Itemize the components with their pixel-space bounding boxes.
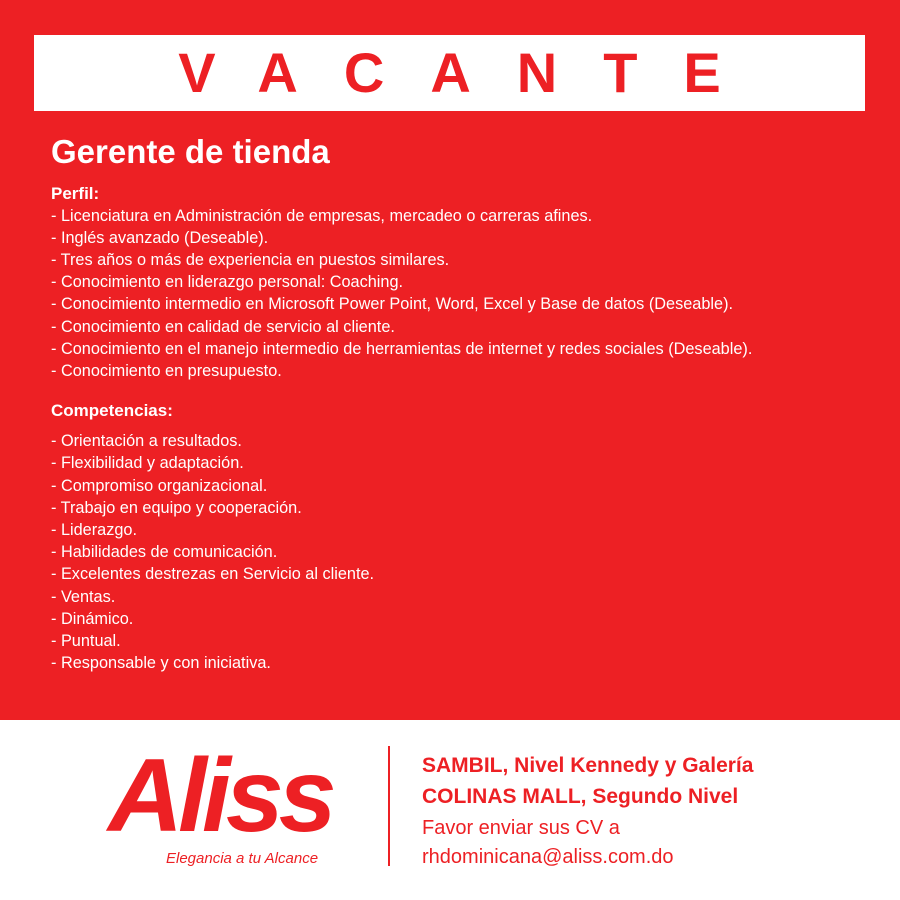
competencia-item: - Liderazgo. (51, 521, 137, 540)
perfil-item: - Conocimiento en calidad de servicio al cliente. (51, 317, 395, 336)
banner-title: VACANTE (178, 41, 767, 104)
competencia-item: - Compromiso organizacional. (51, 476, 268, 495)
perfil-item: - Conocimiento intermedio en Microsoft Power Point, Word, Excel y Base de datos (Deseable). (51, 295, 734, 314)
perfil-item: - Conocimiento en presupuesto. (51, 362, 282, 381)
competencia-item: - Dinámico. (51, 609, 134, 628)
competencias-heading: Competencias: (51, 401, 173, 421)
cv-instruction: Favor enviar sus CV a (422, 817, 620, 839)
perfil-item: - Inglés avanzado (Deseable). (51, 228, 269, 247)
perfil-item: - Conocimiento en liderazgo personal: Coaching. (51, 273, 404, 292)
competencia-item: - Puntual. (51, 632, 121, 651)
aliss-logo: Aliss (108, 738, 332, 854)
footer-divider (388, 746, 390, 866)
competencia-item: - Orientación a resultados. (51, 432, 242, 451)
competencia-item: - Habilidades de comunicación. (51, 543, 278, 562)
logo-tagline: Elegancia a tu Alcance (166, 850, 319, 867)
competencia-item: - Trabajo en equipo y cooperación. (51, 498, 302, 517)
competencia-item: - Excelentes destrezas en Servicio al cliente. (51, 565, 375, 584)
perfil-list (51, 205, 871, 383)
footer (0, 720, 900, 900)
competencia-item: - Responsable y con iniciativa. (51, 654, 271, 673)
location-sambil: SAMBIL, Nivel Kennedy y Galería (422, 754, 754, 777)
perfil-heading: Perfil: (51, 183, 100, 203)
competencia-item: - Flexibilidad y adaptación. (51, 454, 244, 473)
competencia-item: - Ventas. (51, 587, 116, 606)
job-title: Gerente de tienda (51, 133, 330, 170)
perfil-item: - Tres años o más de experiencia en puestos similares. (51, 251, 450, 269)
vacancy-banner (34, 35, 865, 111)
perfil-item: - Conocimiento en el manejo intermedio de herramientas de internet y redes sociales (Deseable). (51, 339, 753, 358)
contact-info (422, 750, 753, 872)
competencias-list (51, 430, 871, 674)
location-colinas-mall: COLINAS MALL, Segundo Nivel (422, 785, 739, 808)
contact-email[interactable]: rhdominicana@aliss.com.do (422, 846, 674, 868)
job-content (51, 132, 871, 674)
perfil-item: - Licenciatura en Administración de empresas, mercadeo o carreras afines. (51, 206, 593, 225)
